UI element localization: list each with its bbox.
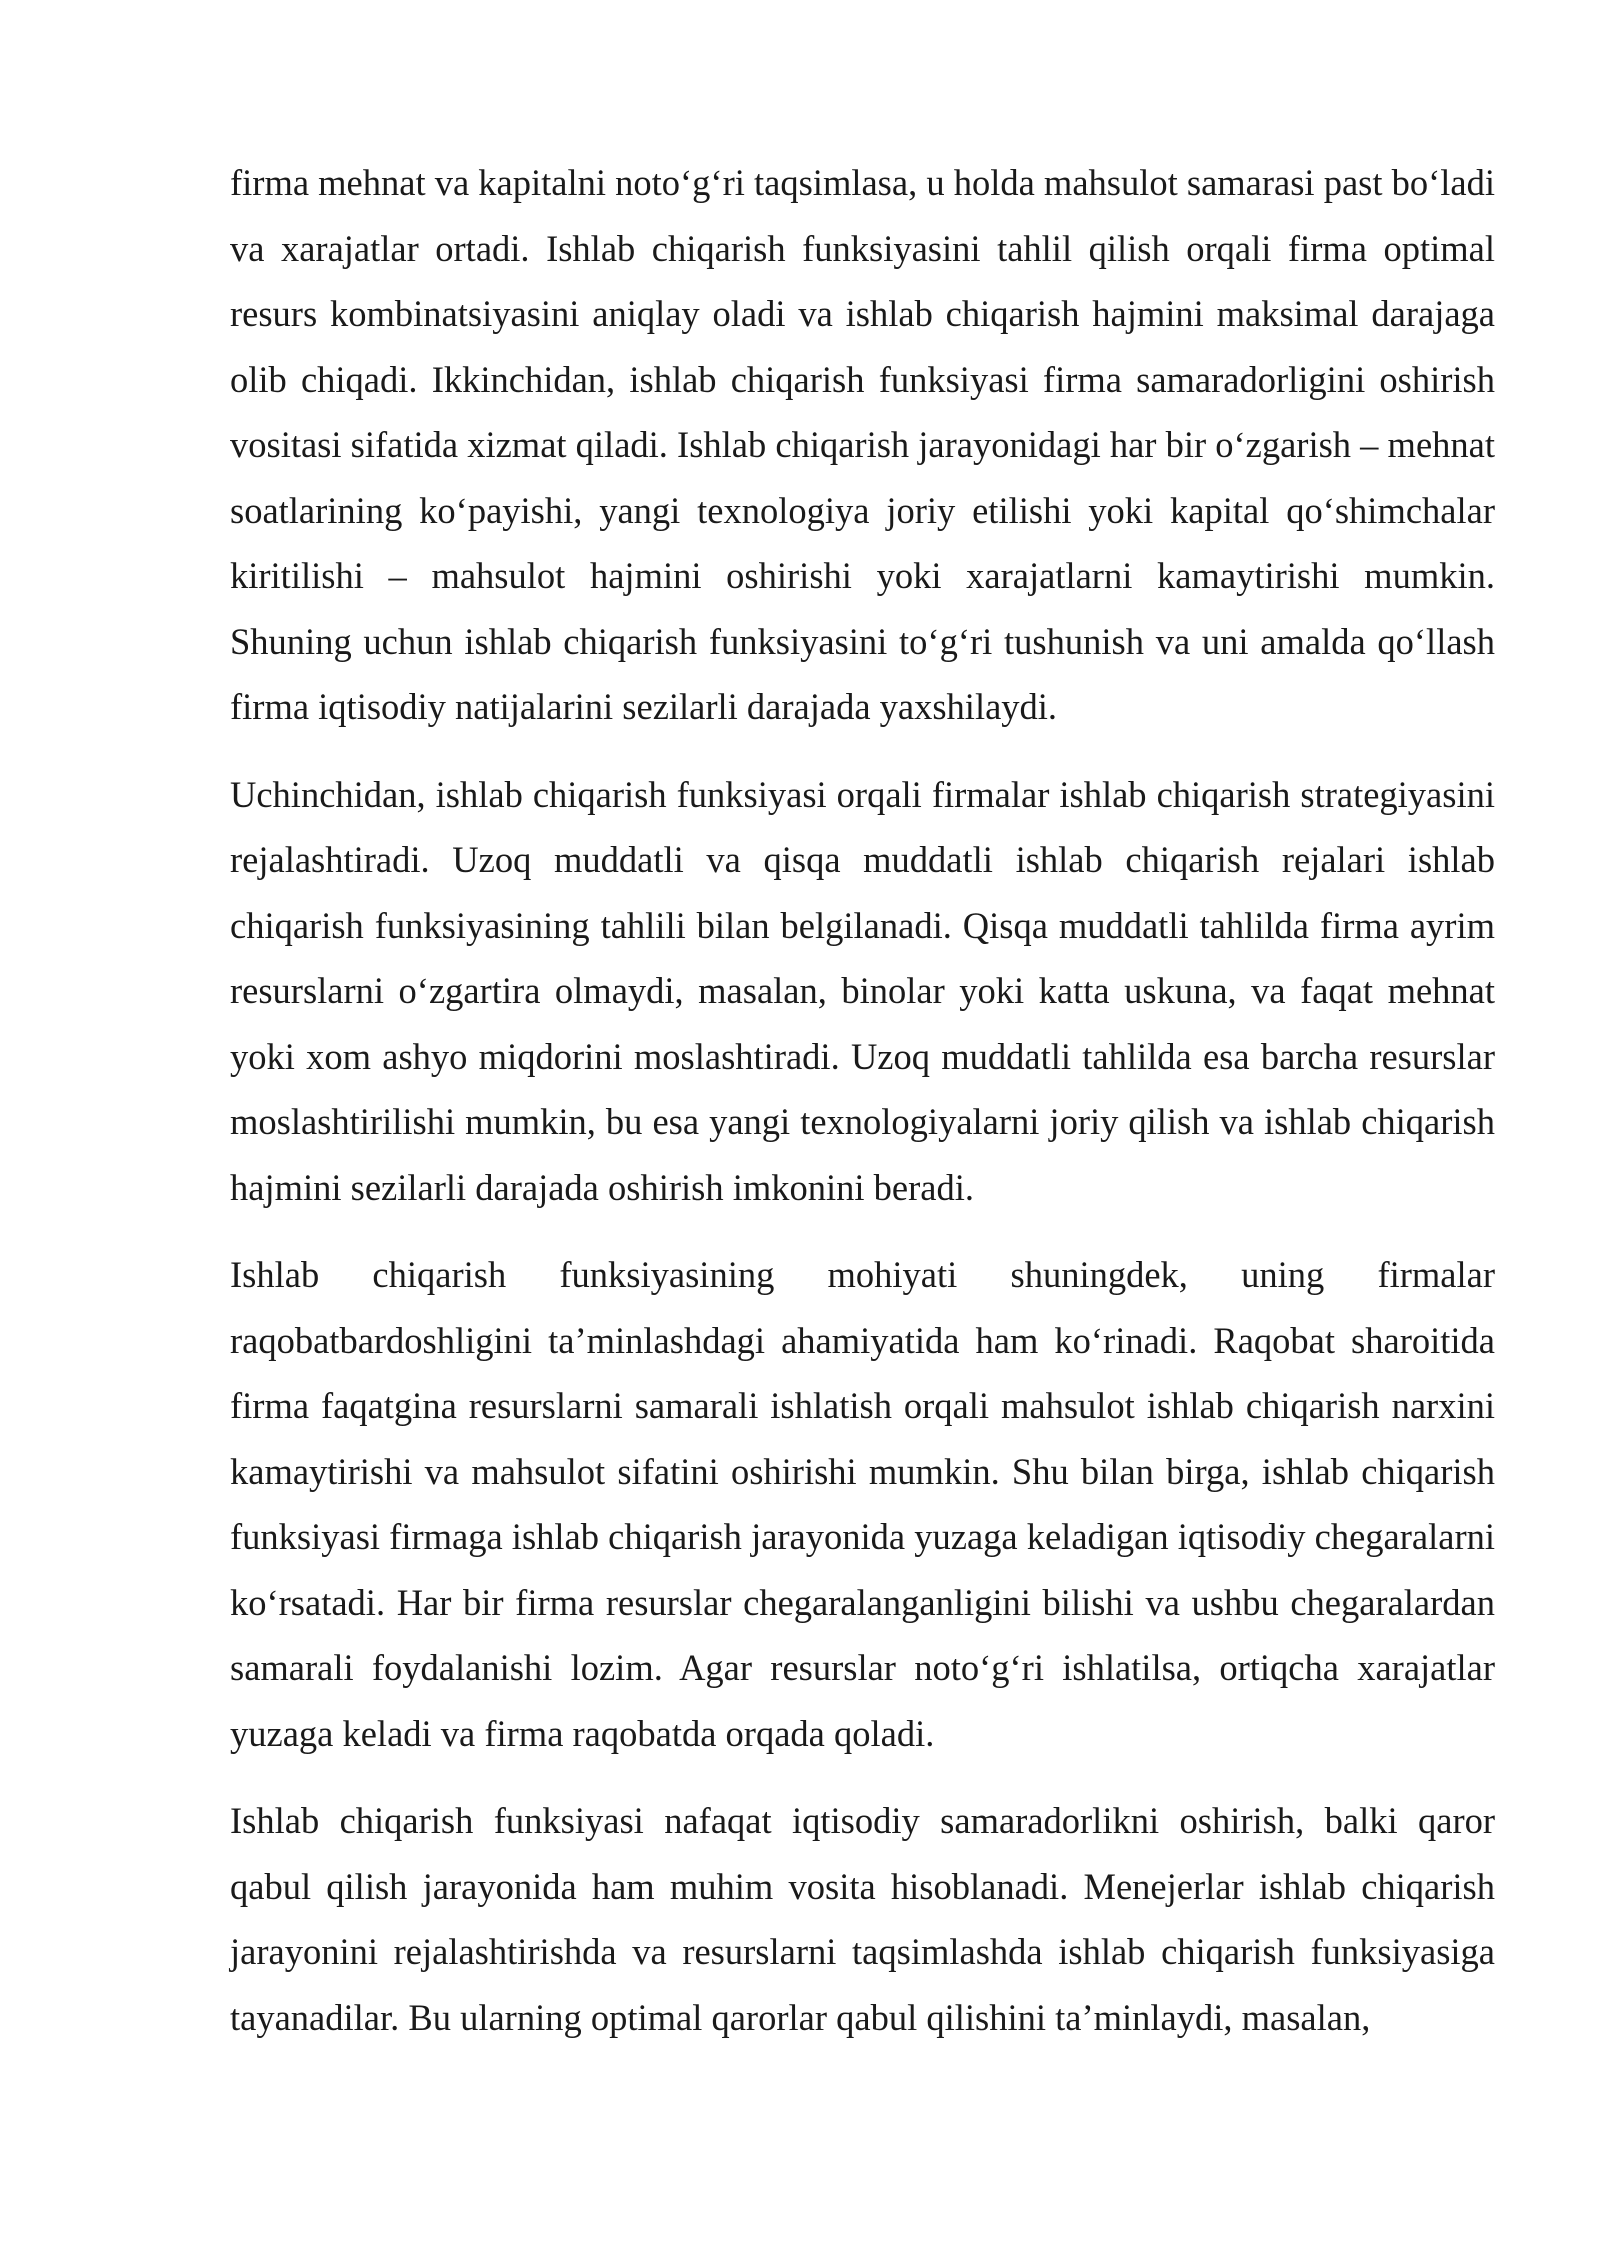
paragraph-3: Ishlab chiqarish funksiyasining mohiyati shuningdek, uning firmalar raqobatbardoshligini ta’minlashdagi ahamiyatida ham ko‘rinadi. Raqobat sharoitida firma faqatgina resurslarni samarali ishlatish orqali mahsulot ishlab chiqarish narxini kamaytirishi va mahsulot sifatini oshirishi mumkin. Shu bilan birga, ishlab chiqarish funksiyasi firmaga ishlab chiqarish jarayonida yuzaga keladigan iqtisodiy chegaralarni ko‘rsatadi. Har bir firma resurslar chegaralanganligini bilishi va ushbu chegaralardan samarali foydalanishi lozim. Agar resurslar noto‘g‘ri ishlatilsa, ortiqcha xarajatlar yuzaga keladi va firma raqobatda orqada qoladi.: [230, 1254, 1495, 1754]
paragraph-2: Uchinchidan, ishlab chiqarish funksiyasi orqali firmalar ishlab chiqarish strategiyasini rejalashtiradi. Uzoq muddatli va qisqa muddatli ishlab chiqarish rejalari ishlab chiqarish funksiyasining tahlili bilan belgilanadi. Qisqa muddatli tahlilda firma ayrim resurslarni o‘zgartira olmaydi, masalan, binolar yoki katta uskuna, va faqat mehnat yoki xom ashyo miqdorini moslashtiradi. Uzoq muddatli tahlilda esa barcha resurslar moslashtirilishi mumkin, bu esa yangi texnologiyalarni joriy qilish va ishlab chiqarish hajmini sezilarli darajada oshirish imkonini beradi.: [230, 773, 1495, 1208]
paragraph-1: firma mehnat va kapitalni noto‘g‘ri taqsimlasa, u holda mahsulot samarasi past bo‘ladi va xarajatlar ortadi. Ishlab chiqarish funksiyasini tahlil qilish orqali firma optimal resurs kombinatsiyasini aniqlay oladi va ishlab chiqarish hajmini maksimal darajaga olib chiqadi. Ikkinchidan, ishlab chiqarish funksiyasi firma samaradorligini oshirish vositasi sifatida xizmat qiladi. Ishlab chiqarish jarayonidagi har bir o‘zgarish – mehnat soatlarining ko‘payishi, yangi texnologiya joriy etilishi yoki kapital qo‘shimchalar kiritilishi – mahsulot hajmini oshirishi yoki xarajatlarni kamaytirishi mumkin. Shuning uchun ishlab chiqarish funksiyasini to‘g‘ri tushunish va uni amalda qo‘llash firma iqtisodiy natijalarini sezilarli darajada yaxshilaydi.: [230, 162, 1496, 727]
paragraph-4: Ishlab chiqarish funksiyasi nafaqat iqtisodiy samaradorlikni oshirish, balki qaror qabul qilish jarayonida ham muhim vosita hisoblanadi. Menejerlar ishlab chiqarish jarayonini rejalashtirishda va resurslarni taqsimlashda ishlab chiqarish funksiyasiga tayanadilar. Bu ularning optimal qarorlar qabul qilishini ta’minlaydi, masalan,: [230, 1800, 1495, 2038]
document-page: [230, 150, 1495, 2072]
